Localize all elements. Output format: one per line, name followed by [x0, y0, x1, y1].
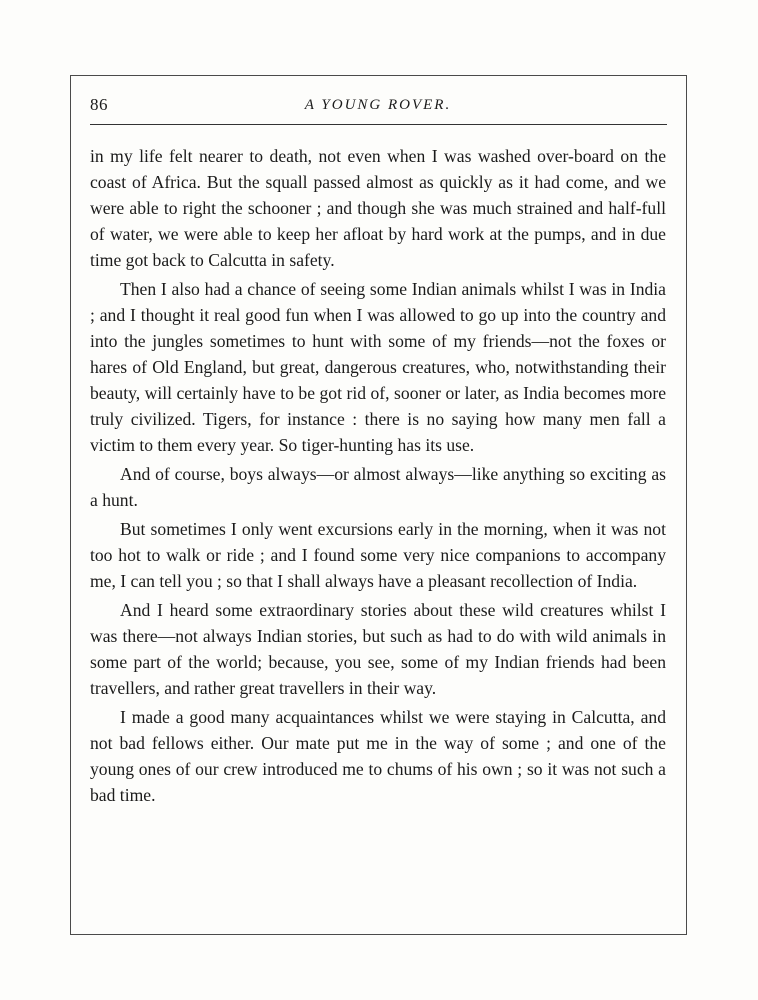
- page-number: 86: [90, 95, 108, 114]
- running-head: [90, 91, 666, 121]
- header-rule: [90, 124, 667, 125]
- body-text: [90, 143, 666, 808]
- paragraph-5: And I heard some extraordinary stories about these wild creatures whilst I was there—not always Indian stories, but such as had to do with wild animals in some part of the world; because, you see, some of my Indian friends had been travellers, and rather great travellers in their way.: [90, 600, 666, 698]
- paragraph-3: And of course, boys always—or almost always—like anything so exciting as a hunt.: [90, 464, 666, 510]
- paragraph-2: Then I also had a chance of seeing some Indian animals whilst I was in India ; and I thought it real good fun when I was allowed to go up into the country and into the jungles sometimes to hunt with some of my friends—not the foxes or hares of Old England, but great, dangerous creatures, who, notwithstanding their beauty, will certainly have to be got rid of, sooner or later, as India becomes more truly civilized. Tigers, for instance : there is no saying how many men fall a victim to them every year. So tiger-hunting has its use.: [90, 279, 666, 455]
- paragraph-4: But sometimes I only went excursions early in the morning, when it was not too hot to walk or ride ; and I found some very nice companions to accompany me, I can tell you ; so that I shall always have a pleasant recollection of India.: [90, 519, 666, 591]
- paragraph-6: I made a good many acquaintances whilst we were staying in Calcutta, and not bad fellows either. Our mate put me in the way of some ; and one of the young ones of our crew introduced me to chums of his own ; so it was not such a bad time.: [90, 707, 666, 805]
- paragraph-1: in my life felt nearer to death, not even when I was washed over-board on the coast of Africa. But the squall passed almost as quickly as it had come, and we were able to right the schooner ; and though she was much strained and half-full of water, we were able to keep her afloat by hard work at the pumps, and in due time got back to Calcutta in safety.: [90, 146, 666, 270]
- book-title: A YOUNG ROVER.: [304, 97, 452, 113]
